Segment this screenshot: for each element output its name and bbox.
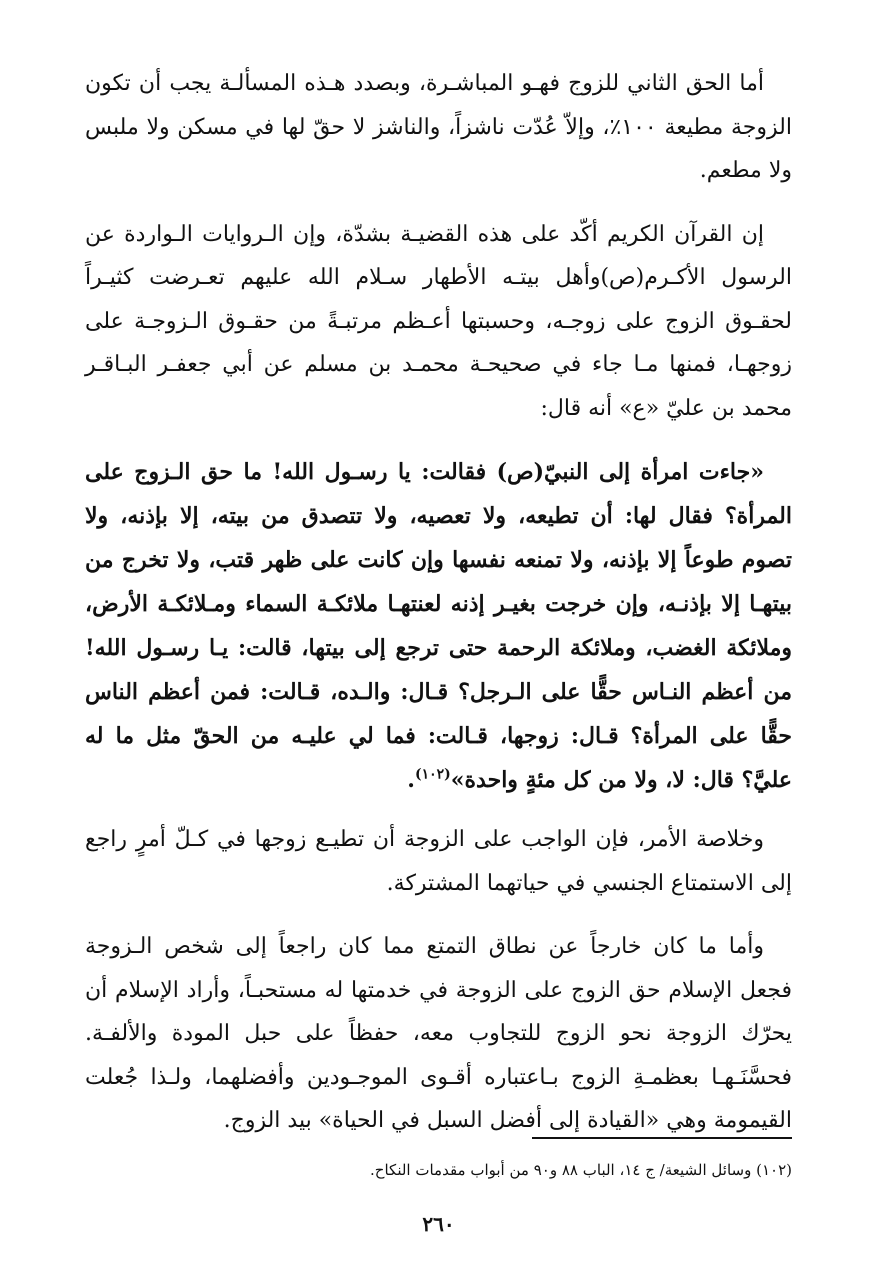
footnote: (١٠٢) وسائل الشيعة/ ج ١٤، الباب ٨٨ و٩٠ من أبواب مقدمات النكاح.: [370, 1161, 792, 1179]
hadith-text: «جاءت امرأة إلى النبيّ(ص) فقالت: يا رسـول الله! ما حق الـزوج على المرأة؟ فقال لها: أن تطيعه، ولا تعصيه، ولا تتصدق من بيته، إلا بإذنه، ولا تصوم طوعاً إلا بإذنه، ولا تمنعه نفسها وإن كانت على ظهر قتب، ولا تخرج من بيتهـا إلا بإذنـه، وإن خرجت بغيـر إذنه لعنتهـا ملائكـة السماء ومـلائكـة الأرض، وملائكة الغضب، وملائكة الرحمة حتى ترجع إلى بيتها، قالت: يـا رسـول الله! من أعظم النـاس حقًّا على الـرجل؟ قـال: والـده، قـالت: فمن أعظم الناس حقًّا على المرأة؟ قـال: زوجها، قـالت: فما لي عليـه من الحقّ مثل ما له عليَّ؟ قال: لا، ولا من كل مئةٍ واحدة»: [85, 459, 792, 793]
page-number: ٢٦٠: [422, 1212, 455, 1236]
quote-period: .: [407, 767, 415, 793]
footnote-reference: (١٠٢): [414, 766, 451, 783]
hadith-quote: [85, 450, 792, 802]
paragraph-5: وأما ما كان خارجاً عن نطاق التمتع مما كان راجعاً إلى شخص الـزوجة فجعل الإسلام حق الزوج على الزوجة في خدمتها له مستحبـاً، وأراد الإسلام أن يحرّك الزوجة نحو الزوج للتجاوب معه، حفظاً على حبل المودة والألفـة. فحسَّنَـهـا بعظمـةِ الزوج بـاعتباره أقـوى الموجـودين وأفضلهما، ولـذا جُعلت القيمومة وهي «القيادة إلى أفضل السبل في الحياة» بيد الزوج.: [85, 934, 792, 1133]
footnote-divider: [532, 1137, 792, 1139]
paragraph-2: إن القرآن الكريم أكّد على هذه القضيـة بشدّة، وإن الـروايات الـواردة عن الرسول الأكـرم(ص)وأهل بيتـه الأطهار سـلام الله عليهم تعـرضت كثيـراً لحقـوق الزوج على زوجـه، وحسبتها أعـظم مرتبـةً من حقـوق الـزوجـة على زوجهـا، فمنها مـا جاء في صحيحـة محمـد بن مسلم عن أبي جعفـر البـاقـر محمد بن عليّ «ع» أنه قال:: [85, 221, 792, 421]
paragraph-4: وخلاصة الأمر، فإن الواجب على الزوجة أن تطيـع زوجها في كـلّ أمرٍ راجع إلى الاستمتاع الجنسي في حياتهما المشتركة.: [85, 827, 792, 896]
paragraph-1: أما الحق الثاني للزوج فهـو المباشـرة، وبصدد هـذه المسألـة يجب أن تكون الزوجة مطيعة ١٠٠٪، وإلاّ عُدّت ناشزاً، والناشز لا حقّ لها في مسكن ولا ملبس ولا مطعم.: [85, 71, 792, 183]
